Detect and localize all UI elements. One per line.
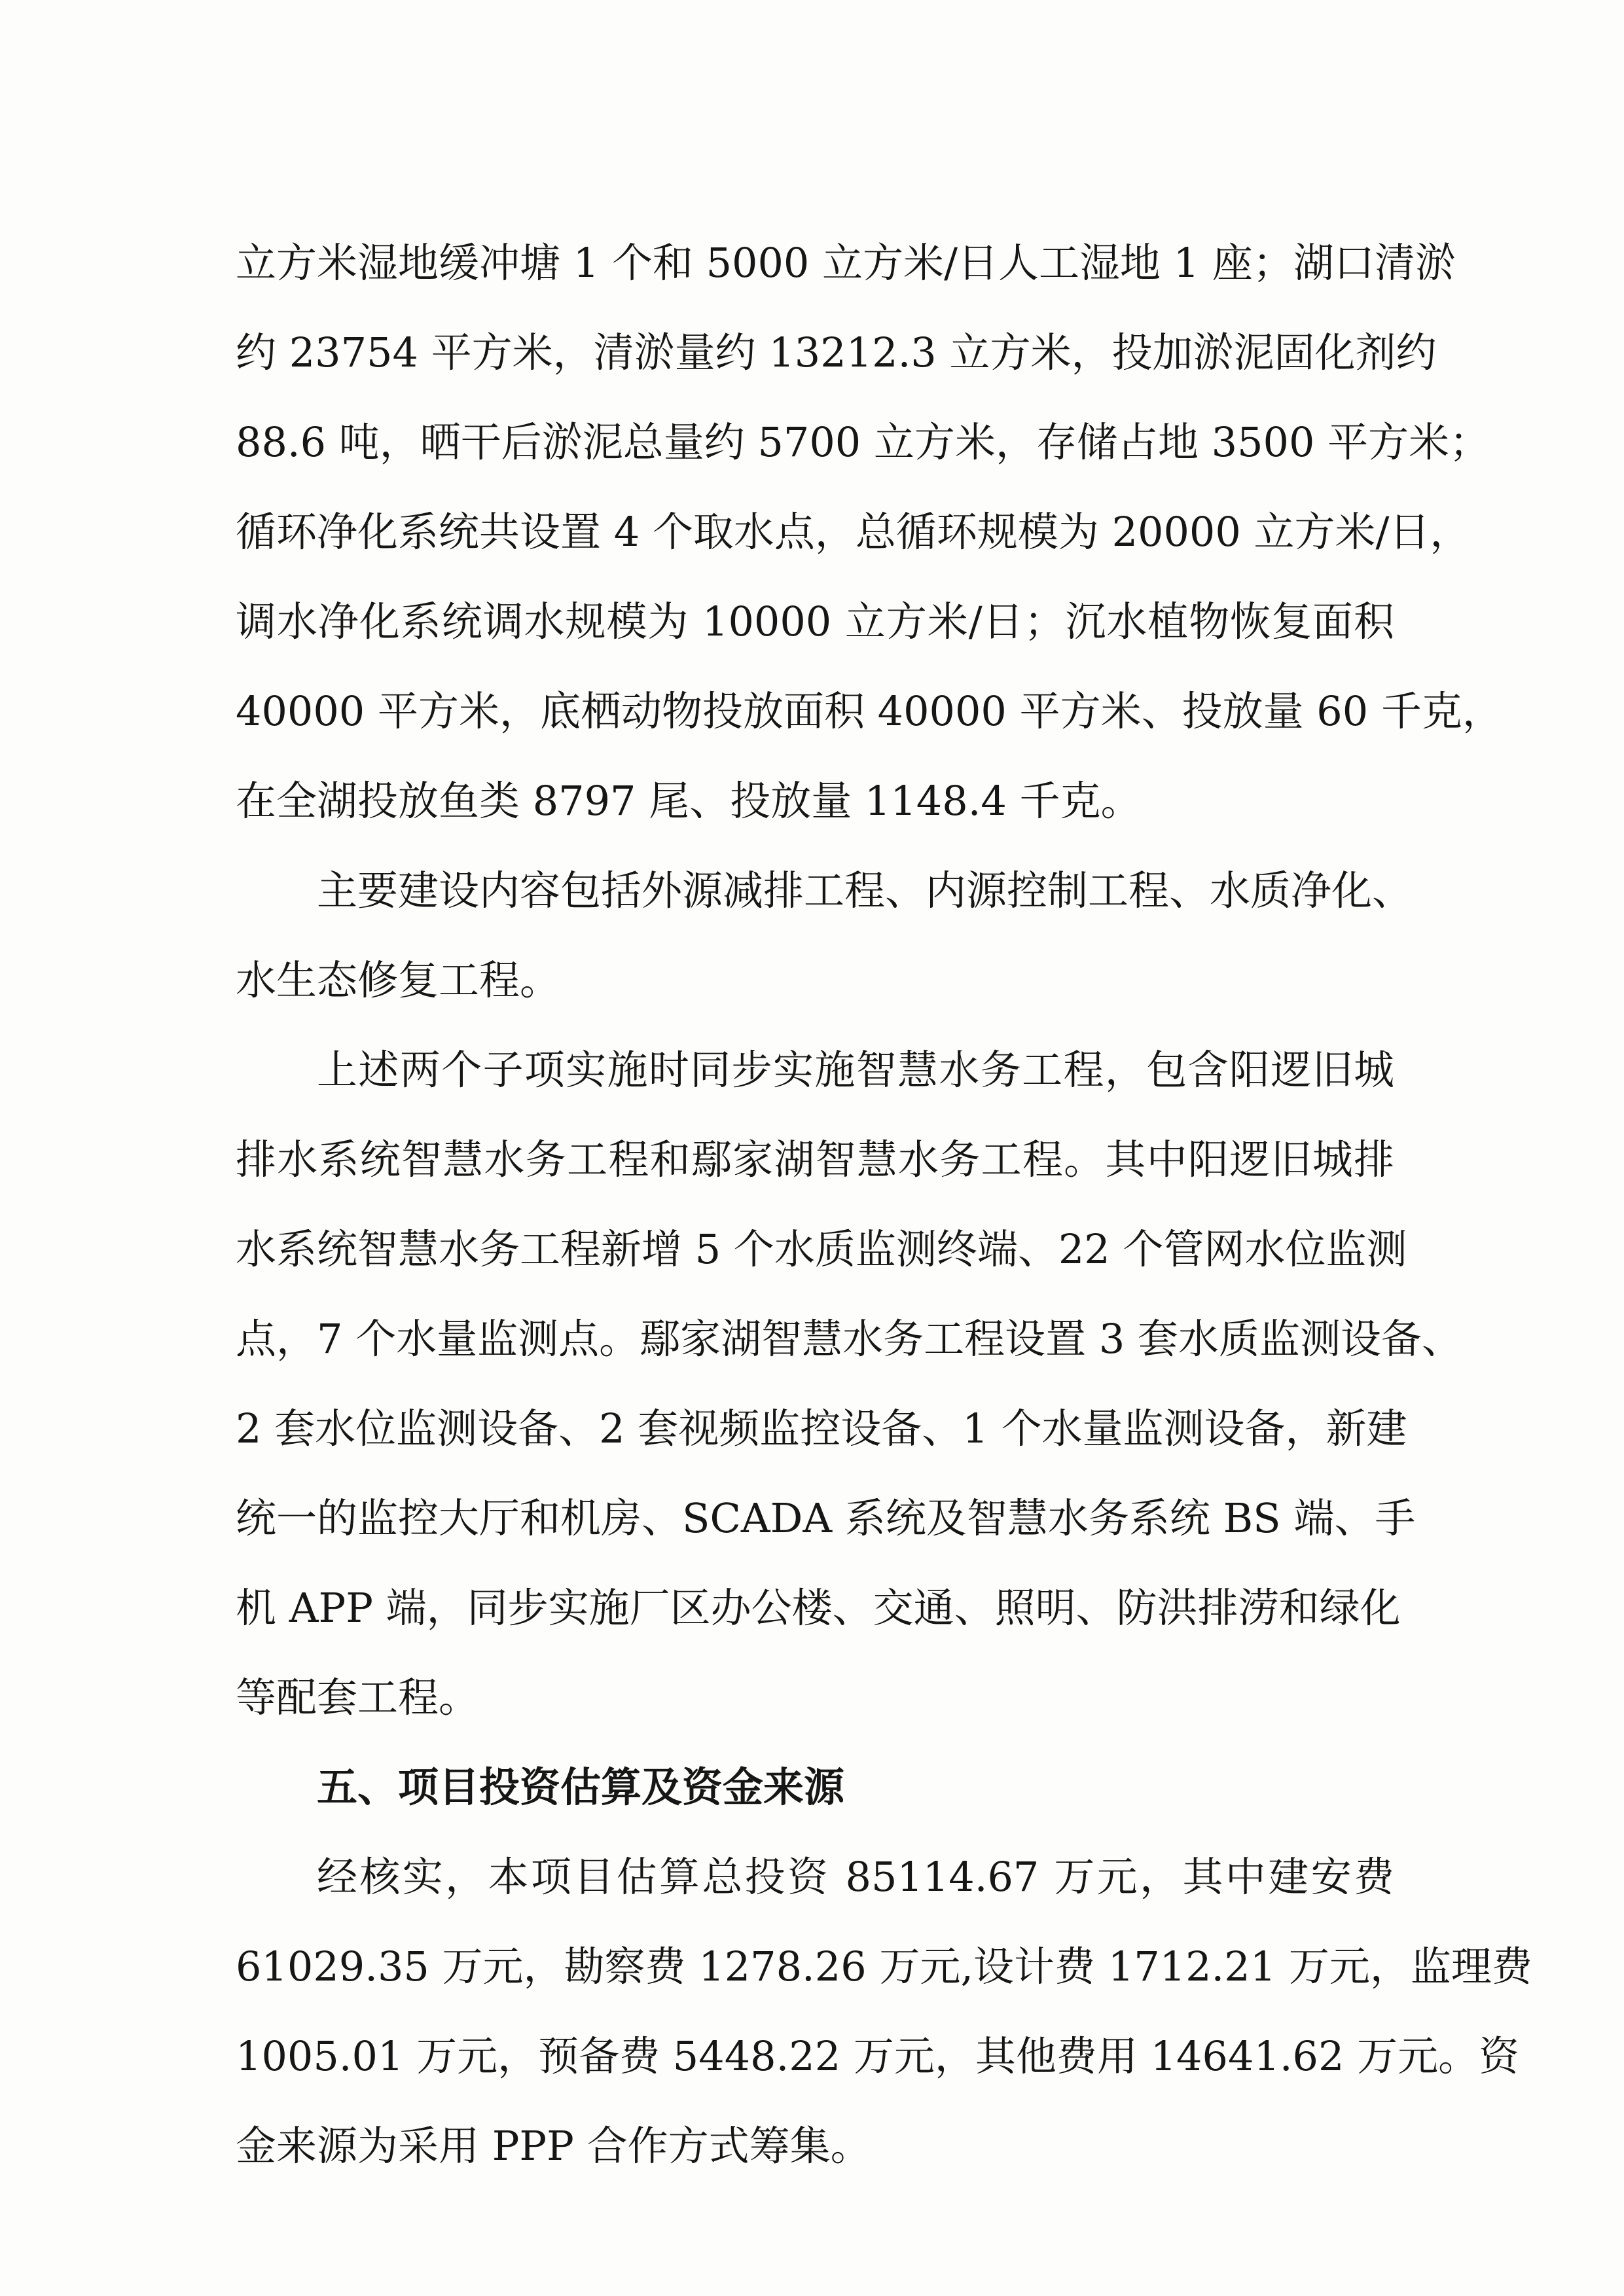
text-line: 61029.35 万元，勘察费 1278.26 万元,设计费 1712.21 万元，监理费 xyxy=(236,1943,1532,1990)
body-text xyxy=(236,218,1532,2191)
text-line: 主要建设内容包括外源减排工程、内源控制工程、水质净化、 xyxy=(317,867,1413,914)
text-line: 在全湖投放鱼类 8797 尾、投放量 1148.4 千克。 xyxy=(236,777,1142,825)
text-line: 水系统智慧水务工程新增 5 个水质监测终端、22 个管网水位监测 xyxy=(236,1225,1407,1273)
text-line: 水生态修复工程。 xyxy=(236,956,561,1004)
section-heading: 五、项目投资估算及资金来源 xyxy=(317,1763,845,1811)
paragraph-4 xyxy=(236,1832,1532,2191)
text-line: 上述两个子项实施时同步实施智慧水务工程，包含阳逻旧城 xyxy=(317,1046,1394,1094)
text-line: 立方米湿地缓冲塘 1 个和 5000 立方米/日人工湿地 1 座；湖口清淤 xyxy=(236,239,1456,287)
paragraph-1 xyxy=(236,218,1503,846)
text-line: 1005.01 万元，预备费 5448.22 万元，其他费用 14641.62 万元。资 xyxy=(236,2032,1520,2080)
text-line: 统一的监控大厅和机房、SCADA 系统及智慧水务系统 BS 端、手 xyxy=(236,1494,1416,1542)
text-line: 排水系统智慧水务工程和鄢家湖智慧水务工程。其中阳逻旧城排 xyxy=(236,1136,1394,1183)
text-line: 循环净化系统共设置 4 个取水点，总循环规模为 20000 立方米/日， xyxy=(236,508,1471,556)
paragraph-2 xyxy=(236,846,1413,1025)
text-line: 机 APP 端，同步实施厂区办公楼、交通、照明、防洪排涝和绿化 xyxy=(236,1584,1401,1632)
text-line: 88.6 吨，晒干后淤泥总量约 5700 立方米，存储占地 3500 平方米； xyxy=(236,418,1490,466)
paragraph-3 xyxy=(236,1025,1463,1742)
text-line: 约 23754 平方米，清淤量约 13212.3 立方米，投加淤泥固化剂约 xyxy=(236,329,1437,376)
text-line: 2 套水位监测设备、2 套视频监控设备、1 个水量监测设备，新建 xyxy=(236,1405,1407,1452)
text-line: 点，7 个水量监测点。鄢家湖智慧水务工程设置 3 套水质监测设备、 xyxy=(236,1315,1463,1363)
text-line: 经核实，本项目估算总投资 85114.67 万元，其中建安费 xyxy=(317,1853,1394,1901)
text-line: 金来源为采用 PPP 合作方式筹集。 xyxy=(236,2122,871,2170)
text-line: 调水净化系统调水规模为 10000 立方米/日；沉水植物恢复面积 xyxy=(236,598,1394,645)
text-line: 等配套工程。 xyxy=(236,1674,480,1721)
text-line: 40000 平方米，底栖动物投放面积 40000 平方米、投放量 60 千克， xyxy=(236,687,1503,735)
